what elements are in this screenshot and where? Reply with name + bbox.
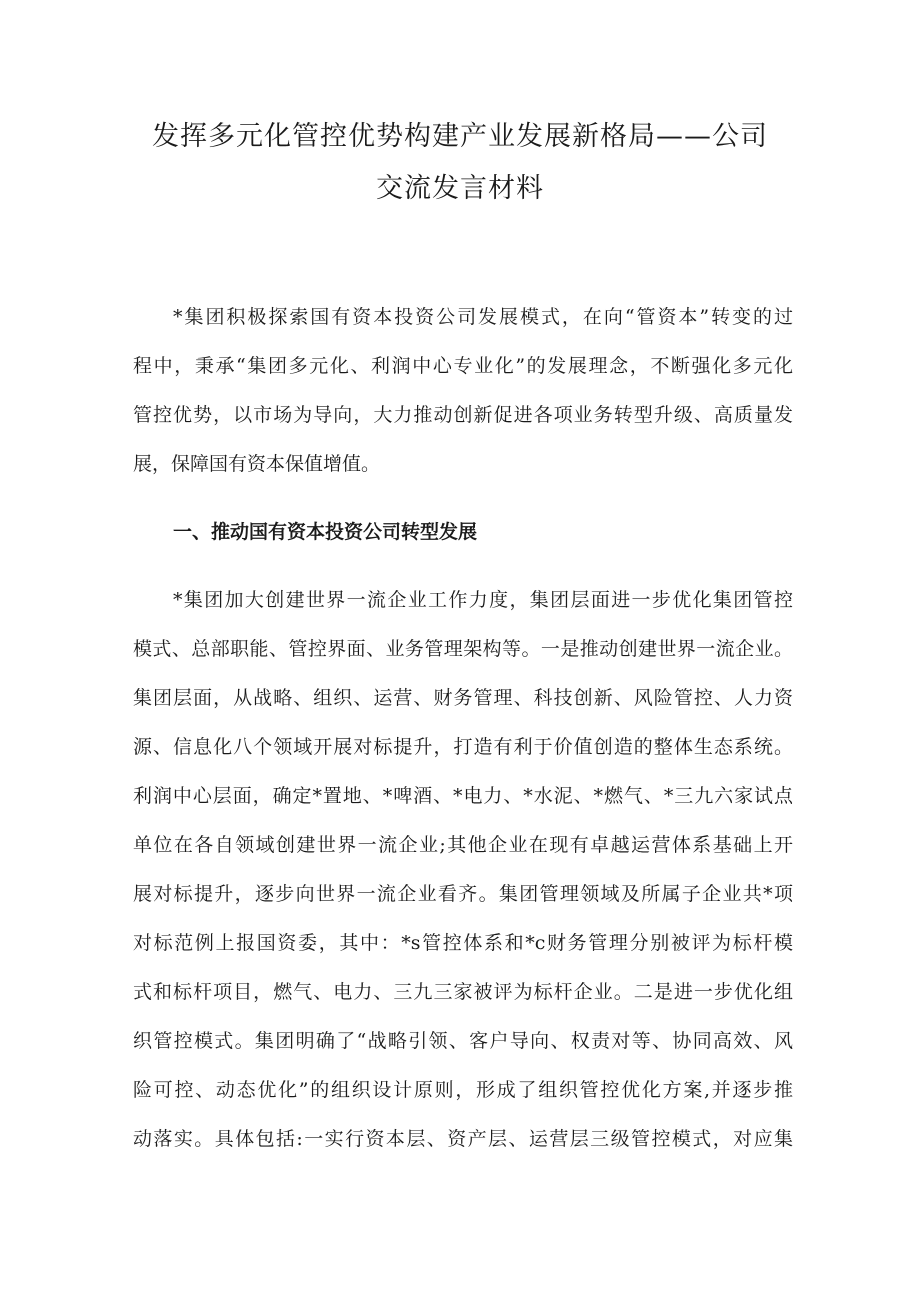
section-paragraph-line: 集团层面，从战略、组织、运营、财务管理、科技创新、风险管控、人力资: [133, 687, 793, 709]
document-title-line-2: 交流发言材料: [376, 173, 544, 204]
section-paragraph-line: 式和标杆项目，燃气、电力、三九三家被评为标杆企业。二是进一步优化组: [133, 981, 793, 1003]
section-paragraph-line: *集团加大创建世界一流企业工作力度，集团层面进一步优化集团管控: [173, 589, 793, 611]
intro-paragraph-line: 管控优势，以市场为导向，大力推动创新促进各项业务转型升级、高质量发: [133, 404, 793, 426]
document-title-line-1: 发挥多元化管控优势构建产业发展新格局——公司: [152, 121, 768, 152]
section-paragraph-line: 对标范例上报国资委，其中：*s管控体系和*c财务管理分别被评为标杆模: [133, 932, 793, 954]
section-paragraph-line: 动落实。具体包括:一实行资本层、资产层、运营层三级管控模式，对应集: [133, 1128, 793, 1150]
section-paragraph-line: 险可控、动态优化”的组织设计原则，形成了组织管控优化方案,并逐步推: [133, 1079, 793, 1101]
section-paragraph-line: 利润中心层面，确定*置地、*啤酒、*电力、*水泥、*燃气、*三九六家试点: [133, 785, 793, 807]
intro-paragraph-line: 程中，秉承“集团多元化、利润中心专业化”的发展理念，不断强化多元化: [133, 355, 793, 377]
section-paragraph-line: 模式、总部职能、管控界面、业务管理架构等。一是推动创建世界一流企业。: [133, 638, 793, 660]
section-heading: 一、推动国有资本投资公司转型发展: [173, 521, 478, 543]
section-paragraph-line: 织管控模式。集团明确了“战略引领、客户导向、权责对等、协同高效、风: [133, 1030, 793, 1052]
section-paragraph-line: 展对标提升，逐步向世界一流企业看齐。集团管理领域及所属子企业共*项: [133, 883, 793, 905]
section-paragraph-line: 单位在各自领域创建世界一流企业;其他企业在现有卓越运营体系基础上开: [133, 834, 793, 856]
intro-paragraph-line: *集团积极探索国有资本投资公司发展模式，在向“管资本”转变的过: [173, 306, 793, 328]
intro-paragraph-line: 展，保障国有资本保值增值。: [133, 453, 381, 475]
section-paragraph-line: 源、信息化八个领域开展对标提升，打造有利于价值创造的整体生态系统。: [133, 736, 793, 758]
